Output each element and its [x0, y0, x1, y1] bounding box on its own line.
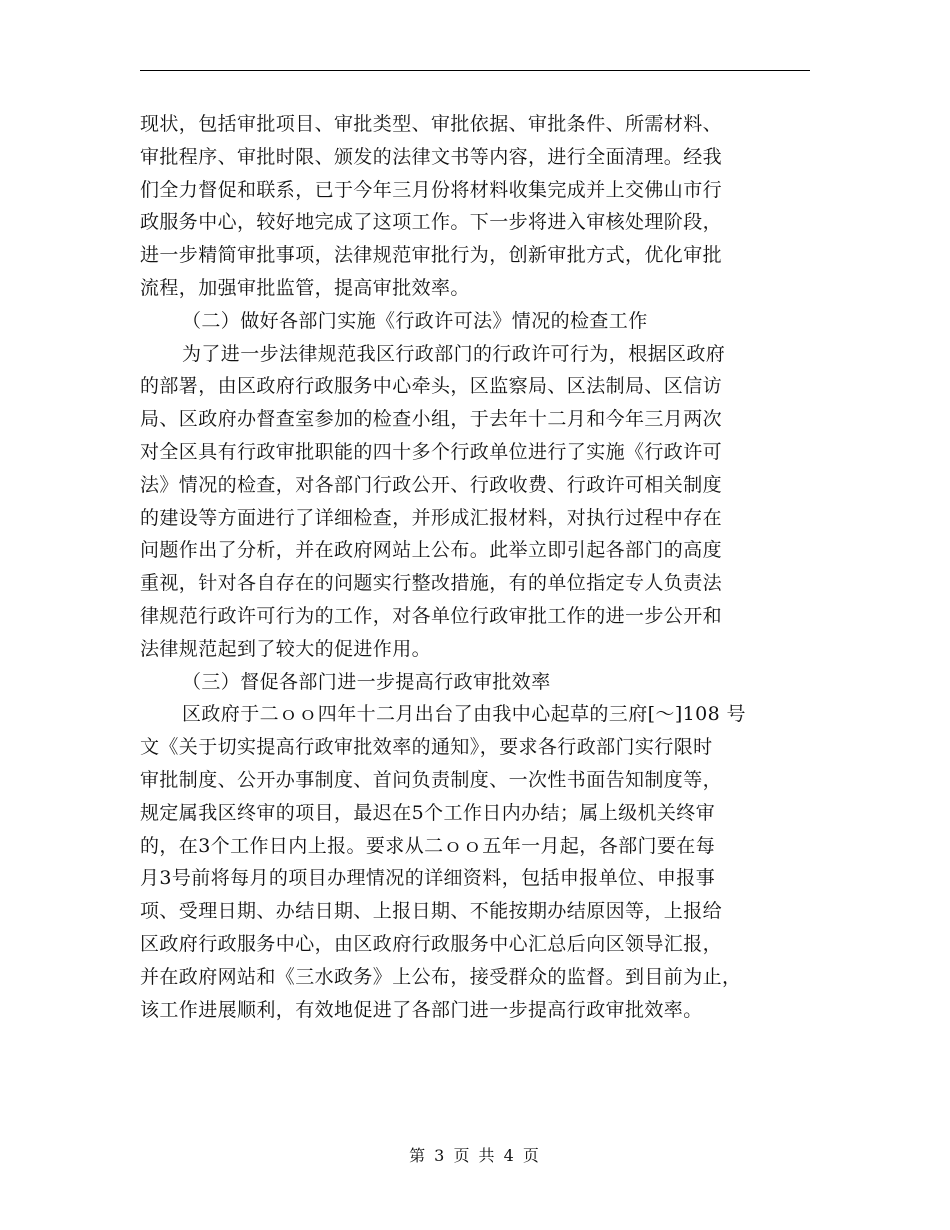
text-line: 的，在3个工作日内上报。要求从二ｏｏ五年一月起，各部门要在每 — [140, 834, 716, 857]
text-line: 们全力督促和联系，已于今年三月份将材料收集完成并上交佛山市行 — [140, 178, 723, 201]
paragraph — [140, 698, 810, 1026]
text-line: 法》情况的检查，对各部门行政公开、行政收费、行政许可相关制度 — [140, 473, 723, 496]
text-line: 文《关于切实提高行政审批效率的通知》，要求各行政部门实行限时 — [140, 736, 713, 759]
text-line: 进一步精简审批事项，法律规范审批行为，创新审批方式，优化审批 — [140, 244, 723, 267]
paragraph — [140, 666, 810, 699]
text-line: 项、受理日期、办结日期、上报日期、不能按期办结原因等，上报给 — [140, 900, 723, 923]
text-line: 该工作进展顺利，有效地促进了各部门进一步提高行政审批效率。 — [140, 998, 703, 1021]
text-line: 重视，针对各自存在的问题实行整改措施，有的单位指定专人负责法 — [140, 572, 723, 595]
text-line: 法律规范起到了较大的促进作用。 — [140, 637, 432, 660]
text-line: 月3号前将每月的项目办理情况的详细资料，包括申报单位、申报事 — [140, 867, 716, 890]
text-line: 问题作出了分析，并在政府网站上公布。此举立即引起各部门的高度 — [140, 539, 723, 562]
text-line: 流程，加强审批监管，提高审批效率。 — [140, 276, 470, 299]
text-line: （二）做好各部门实施《行政许可法》情况的检查工作 — [182, 309, 648, 332]
paragraph — [140, 305, 810, 338]
text-line: 区政府于二ｏｏ四年十二月出台了由我中心起草的三府[～]108 号 — [182, 703, 746, 726]
text-line: 律规范行政许可行为的工作，对各单位行政审批工作的进一步公开和 — [140, 604, 723, 627]
header-rule — [140, 70, 810, 71]
text-line: 的部署，由区政府行政服务中心牵头，区监察局、区法制局、区信访 — [140, 375, 723, 398]
text-line: 局、区政府办督查室参加的检查小组，于去年十二月和今年三月两次 — [140, 408, 723, 431]
text-line: 对全区具有行政审批职能的四十多个行政单位进行了实施《行政许可 — [140, 440, 723, 463]
document-body — [140, 108, 810, 1026]
text-line: 规定属我区终审的项目，最迟在5个工作日内办结；属上级机关终审 — [140, 801, 716, 824]
page-footer: 第 3 页 共 4 页 — [409, 1146, 541, 1165]
text-line: 政服务中心，较好地完成了这项工作。下一步将进入审核处理阶段， — [140, 211, 723, 234]
text-line: 的建设等方面进行了详细检查，并形成汇报材料，对执行过程中存在 — [140, 506, 723, 529]
paragraph — [140, 108, 810, 305]
text-line: 为了进一步法律规范我区行政部门的行政许可行为，根据区政府 — [182, 342, 726, 365]
text-line: （三）督促各部门进一步提高行政审批效率 — [182, 670, 551, 693]
text-line: 并在政府网站和《三水政务》上公布，接受群众的监督。到目前为止， — [140, 965, 742, 988]
text-line: 审批制度、公开办事制度、首问负责制度、一次性书面告知制度等， — [140, 768, 723, 791]
text-line: 审批程序、审批时限、颁发的法律文书等内容，进行全面清理。经我 — [140, 145, 723, 168]
paragraph — [140, 338, 810, 666]
text-line: 现状，包括审批项目、审批类型、审批依据、审批条件、所需材料、 — [140, 113, 723, 135]
text-line: 区政府行政服务中心，由区政府行政服务中心汇总后向区领导汇报， — [140, 932, 723, 955]
